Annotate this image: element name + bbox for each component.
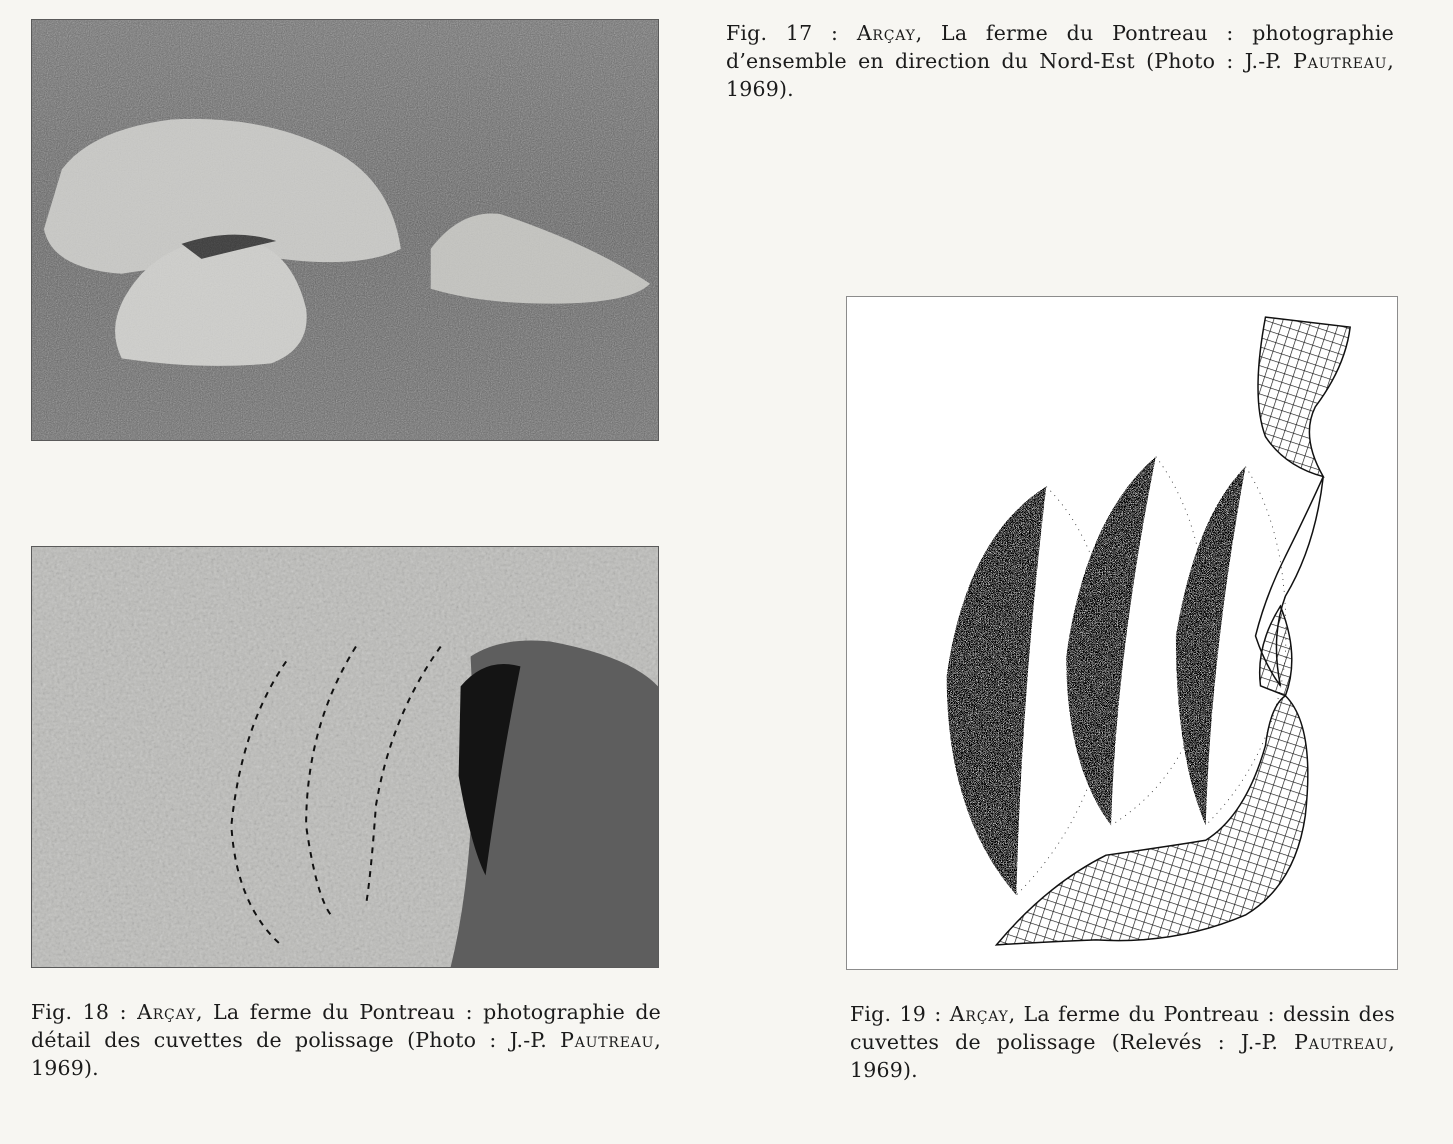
fig19-drawing-image — [847, 297, 1397, 969]
fig18-caption-site: Arçay — [137, 1000, 196, 1024]
fig17-caption-author: Pautreau — [1293, 49, 1388, 73]
fig17-caption — [726, 19, 1394, 103]
fig18-caption-text: , La ferme du Pontreau : photographie de détail des cuvettes de polissage (Photo : J.-P. — [31, 1000, 661, 1052]
fig17-caption-label: Fig. 17 : — [726, 21, 839, 45]
fig19-caption-text: , La ferme du Pontreau : dessin des cuvettes de polissage (Relevés : J.-P. — [850, 1002, 1395, 1054]
fig17-caption-text: , La ferme du Pontreau : photographie d’ensemble en direction du Nord-Est (Photo : J.-P. — [726, 21, 1395, 73]
fig18-photo-image — [32, 547, 658, 967]
fig19-caption-site: Arçay — [949, 1002, 1009, 1026]
fig18-caption-author: Pautreau — [560, 1028, 655, 1052]
fig18-caption-label: Fig. 18 : — [31, 1000, 127, 1024]
fig18-caption-year: , 1969). — [31, 1028, 661, 1080]
fig17-photo-image — [32, 20, 658, 440]
fig17-caption-site: Arçay — [856, 21, 916, 45]
fig18-caption — [31, 998, 661, 1082]
fig19-caption — [850, 1000, 1395, 1084]
fig19-caption-year: , 1969). — [850, 1030, 1395, 1082]
fig17-caption-year: , 1969). — [726, 49, 1394, 101]
fig18-photo — [31, 546, 659, 968]
fig19-caption-author: Pautreau — [1294, 1030, 1389, 1054]
fig17-photo — [31, 19, 659, 441]
fig19-drawing — [846, 296, 1398, 970]
fig19-caption-label: Fig. 19 : — [850, 1002, 942, 1026]
